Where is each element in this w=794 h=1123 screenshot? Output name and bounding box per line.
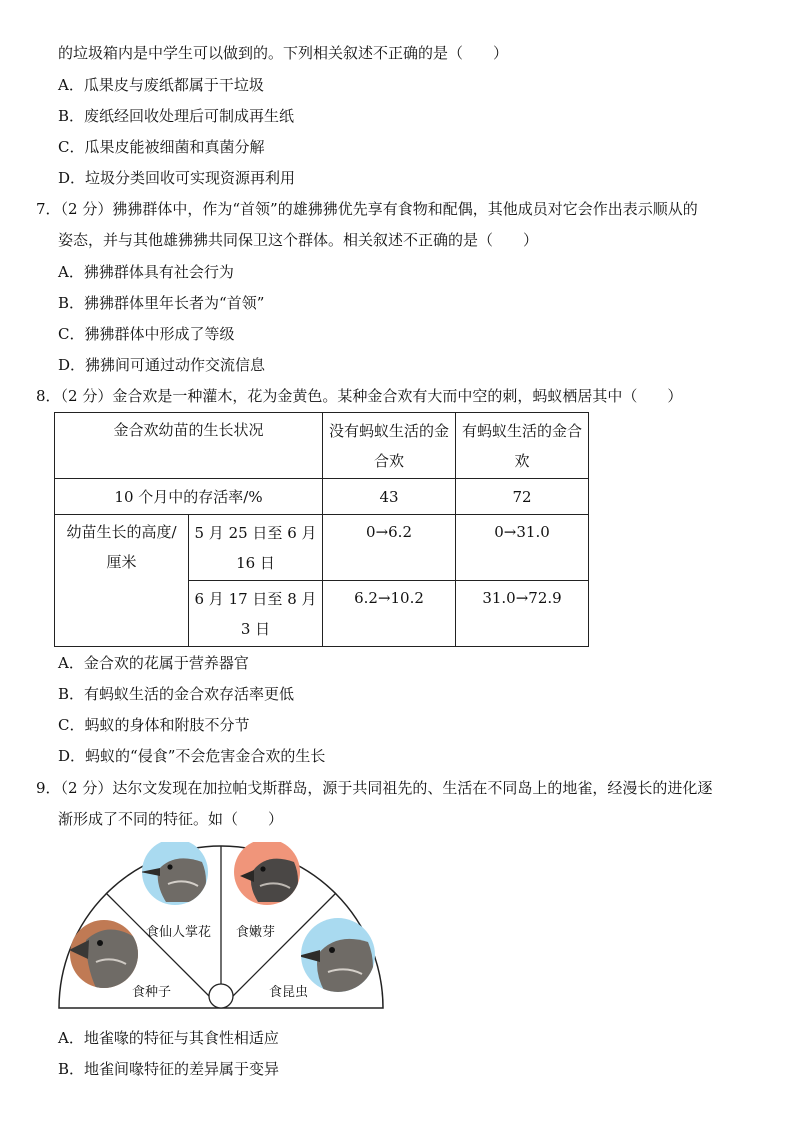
survival-without-ants: 43: [323, 479, 456, 515]
q7-option-c: C．狒狒群体中形成了等级: [58, 325, 235, 343]
q6-option-b: B．废纸经回收处理后可制成再生纸: [58, 107, 295, 125]
q8-option-c: C．蚂蚁的身体和附肢不分节: [58, 716, 250, 734]
period-1: 5 月 25 日至 6 月 16 日: [189, 515, 323, 581]
height-label: 幼苗生长的高度/厘米: [55, 515, 189, 647]
period-2: 6 月 17 日至 8 月 3 日: [189, 581, 323, 647]
q7-stem-line2: 姿态，并与其他雄狒狒共同保卫这个群体。相关叙述不正确的是（ ）: [58, 231, 539, 249]
header-without-ants: 没有蚂蚁生活的金合欢: [323, 413, 456, 479]
q7-stem-line1: 7．（2 分）狒狒群体中，作为“首领”的雄狒狒优先享有食物和配偶，其他成员对它会作出表示顺从的: [36, 200, 698, 218]
finch-beak-diagram: [56, 842, 386, 1012]
q8-option-b: B．有蚂蚁生活的金合欢存活率更低: [58, 685, 295, 703]
q9-stem-line1: 9．（2 分）达尔文发现在加拉帕戈斯群岛，源于共同祖先的、生活在不同岛上的地雀，经漫长的进化逐: [36, 779, 713, 797]
q6-option-c: C．瓜果皮能被细菌和真菌分解: [58, 138, 265, 156]
header-status: 金合欢幼苗的生长状况: [55, 413, 323, 479]
label-cactus-flower: 食仙人掌花: [146, 925, 212, 940]
q7-option-a: A．狒狒群体具有社会行为: [58, 263, 234, 281]
finch-buds-icon: [234, 842, 300, 905]
q6-stem-continuation: 的垃圾箱内是中学生可以做到的。下列相关叙述不正确的是（ ）: [58, 44, 509, 62]
period-2-with-ants: 31.0→72.9: [456, 581, 589, 647]
period-2-without-ants: 6.2→10.2: [323, 581, 456, 647]
hub-circle: [209, 984, 233, 1008]
period-1-without-ants: 0→6.2: [323, 515, 456, 581]
header-with-ants: 有蚂蚁生活的金合欢: [456, 413, 589, 479]
q8-stem-line1: 8．（2 分）金合欢是一种灌木，花为金黄色。某种金合欢有大而中空的刺，蚂蚁栖居其中（ ）: [36, 387, 683, 405]
period-1-with-ants: 0→31.0: [456, 515, 589, 581]
q9-option-a: A．地雀喙的特征与其食性相适应: [58, 1029, 279, 1047]
q7-option-d: D．狒狒间可通过动作交流信息: [58, 356, 266, 374]
label-insects: 食昆虫: [269, 985, 309, 1000]
q9-option-b: B．地雀间喙特征的差异属于变异: [58, 1060, 280, 1078]
label-buds: 食嫩芽: [236, 925, 276, 940]
survival-label: 10 个月中的存活率/%: [55, 479, 323, 515]
label-seeds: 食种子: [132, 985, 172, 1000]
q7-option-b: B．狒狒群体里年长者为“首领”: [58, 294, 265, 312]
ant-acacia-table: [54, 412, 589, 647]
q8-option-d: D．蚂蚁的“侵食”不会危害金合欢的生长: [58, 747, 326, 765]
q6-option-a: A．瓜果皮与废纸都属于干垃圾: [58, 76, 264, 94]
survival-with-ants: 72: [456, 479, 589, 515]
q9-stem-line2: 渐形成了不同的特征。如（ ）: [58, 810, 284, 828]
q6-option-d: D．垃圾分类回收可实现资源再利用: [58, 169, 296, 187]
q8-option-a: A．金合欢的花属于营养器官: [58, 654, 249, 672]
